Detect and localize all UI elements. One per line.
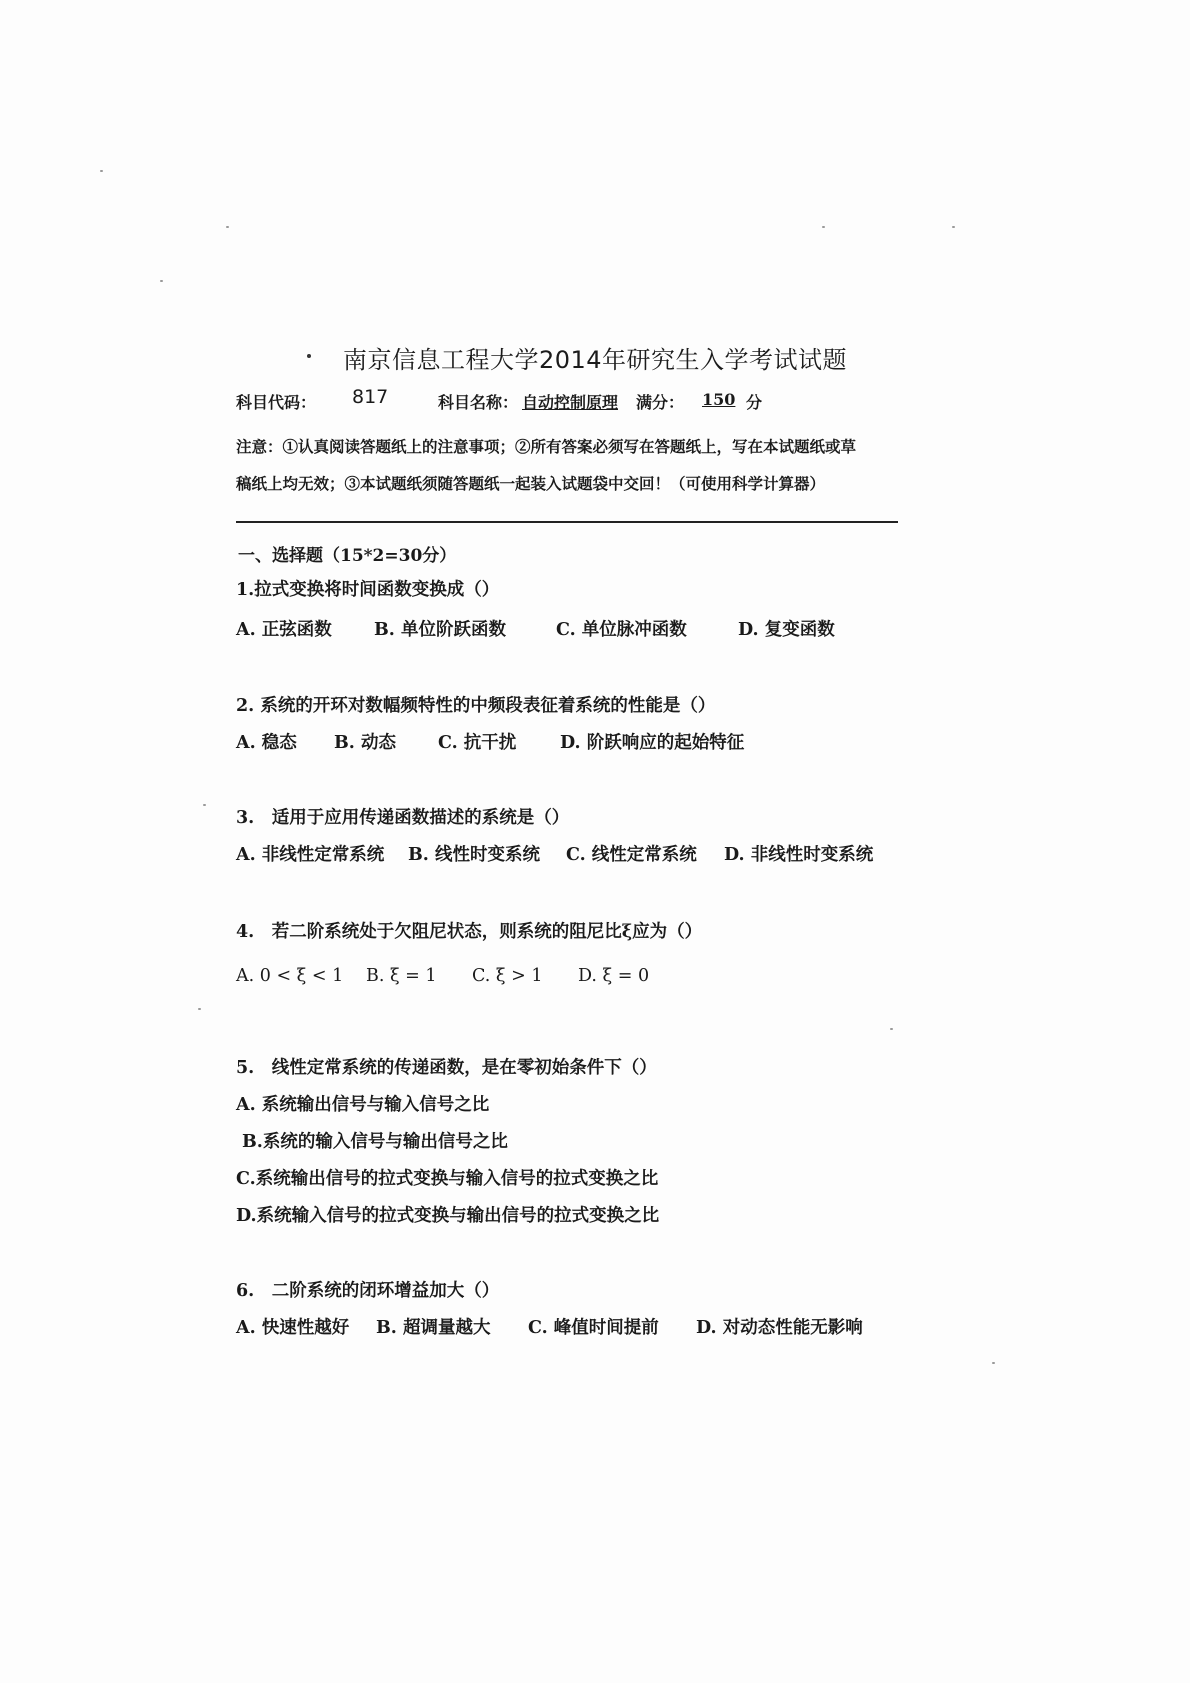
question-options xyxy=(236,1314,916,1344)
scan-speck xyxy=(952,226,955,228)
option-d: D. 非线性时变系统 xyxy=(724,845,874,865)
question-options xyxy=(236,616,916,646)
option-b: B. 线性时变系统 xyxy=(408,845,540,865)
question-1 xyxy=(236,576,916,646)
subject-info xyxy=(236,386,936,420)
option-a: A. 0 < ξ < 1 xyxy=(236,966,344,986)
question-6 xyxy=(236,1277,916,1344)
subject-name-label: 科目名称： xyxy=(438,393,519,412)
question-stem: 2. 系统的开环对数幅频特性的中频段表征着系统的性能是（） xyxy=(236,696,716,716)
scan-speck xyxy=(890,1028,893,1030)
question-stem: 3. 适用于应用传递函数描述的系统是（） xyxy=(236,808,570,828)
option-b: B. 单位阶跃函数 xyxy=(374,620,506,640)
exam-title: 南京信息工程大学2014年研究生入学考试试题 xyxy=(342,346,848,374)
option-c: C. 单位脉冲函数 xyxy=(556,620,687,640)
question-stem: 4. 若二阶系统处于欠阻尼状态，则系统的阻尼比ξ应为（） xyxy=(236,922,703,942)
full-score-unit: 分 xyxy=(746,393,763,412)
question-options xyxy=(236,841,916,871)
scan-speck xyxy=(198,1008,201,1010)
scan-speck xyxy=(100,170,103,172)
option-d: D. ξ = 0 xyxy=(578,966,650,986)
option-d: D. 阶跃响应的起始特征 xyxy=(560,733,745,753)
section-title: 一、选择题（15*2=30分） xyxy=(238,546,457,566)
scan-speck xyxy=(992,1362,995,1364)
scan-speck xyxy=(226,226,229,228)
subject-name-value: 自动控制原理 xyxy=(522,393,619,412)
option-d: D.系统输入信号的拉式变换与输出信号的拉式变换之比 xyxy=(236,1206,660,1226)
notice-line: 稿纸上均无效；③本试题纸须随答题纸一起装入试题袋中交回！（可使用科学计算器） xyxy=(236,474,826,493)
option-b: B. ξ = 1 xyxy=(366,966,437,986)
option-a: A. 正弦函数 xyxy=(236,620,332,640)
question-5 xyxy=(236,1054,916,1239)
option-b: B.系统的输入信号与输出信号之比 xyxy=(242,1132,508,1152)
full-score-label: 满分： xyxy=(636,393,685,412)
scan-speck xyxy=(203,804,206,806)
question-4 xyxy=(236,918,916,996)
divider-rule xyxy=(236,521,898,523)
question-stem: 6. 二阶系统的闭环增益加大（） xyxy=(236,1281,500,1301)
subject-code-value: 817 xyxy=(352,386,389,408)
option-c: C. ξ > 1 xyxy=(472,966,543,986)
exam-notice xyxy=(236,428,906,502)
option-a: A. 稳态 xyxy=(236,733,297,753)
question-stem: 1.拉式变换将时间函数变换成（） xyxy=(236,580,500,600)
option-b: B. 超调量越大 xyxy=(376,1318,491,1338)
question-stem: 5. 线性定常系统的传递函数，是在零初始条件下（） xyxy=(236,1058,657,1078)
option-c: C. 线性定常系统 xyxy=(566,845,697,865)
question-options xyxy=(236,966,916,996)
option-c: C. 抗干扰 xyxy=(438,733,517,753)
option-a: A. 非线性定常系统 xyxy=(236,845,385,865)
option-c: C. 峰值时间提前 xyxy=(528,1318,659,1338)
option-a: A. 系统输出信号与输入信号之比 xyxy=(236,1095,490,1115)
full-score-value: 150 xyxy=(702,390,736,409)
option-d: D. 对动态性能无影响 xyxy=(696,1318,863,1338)
question-options xyxy=(236,729,916,759)
notice-line: 注意：①认真阅读答题纸上的注意事项；②所有答案必须写在答题纸上，写在本试题纸或草 xyxy=(236,437,857,456)
scan-speck xyxy=(160,280,163,282)
scan-speck xyxy=(822,226,825,228)
question-2 xyxy=(236,692,916,759)
option-b: B. 动态 xyxy=(334,733,396,753)
question-3 xyxy=(236,804,916,871)
option-d: D. 复变函数 xyxy=(738,620,835,640)
option-c: C.系统输出信号的拉式变换与输入信号的拉式变换之比 xyxy=(236,1169,659,1189)
subject-code-label: 科目代码： xyxy=(236,393,317,412)
option-a: A. 快速性越好 xyxy=(236,1318,350,1338)
